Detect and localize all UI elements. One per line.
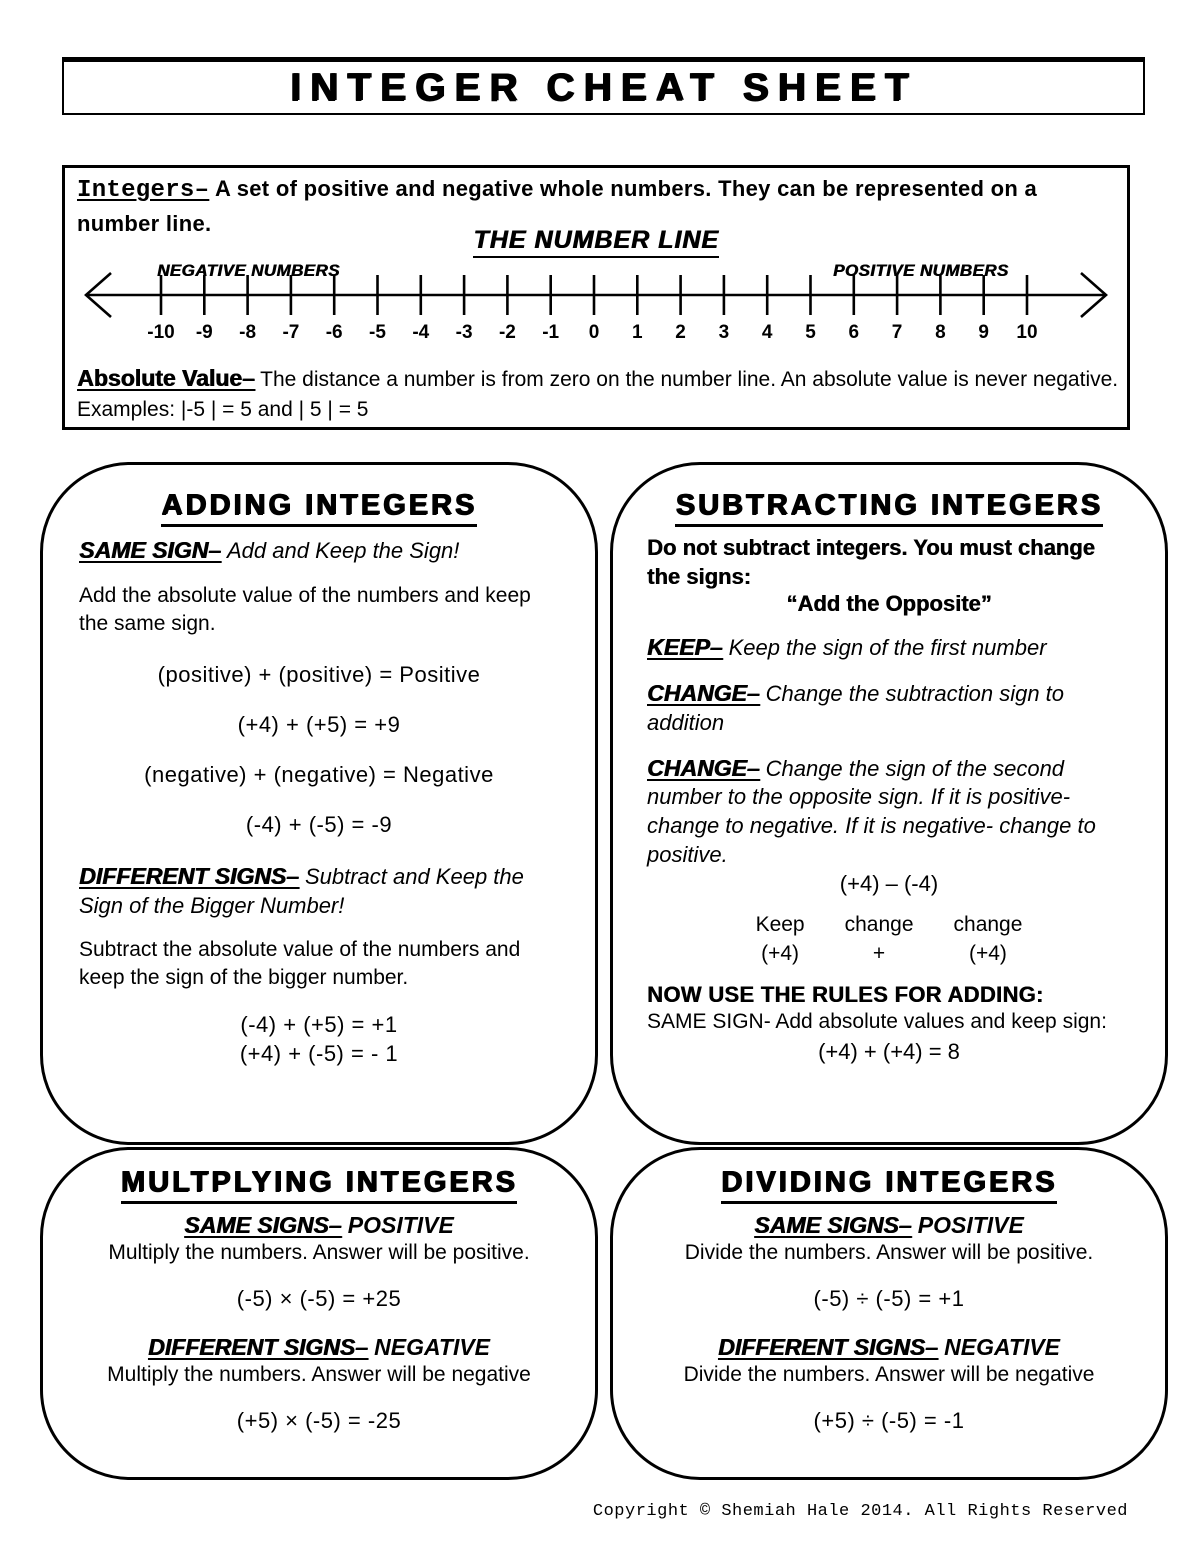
multiplying-card-title: MULTPLYING INTEGERS [121, 1166, 518, 1204]
number-line-tick-label: 6 [848, 322, 860, 343]
dividing-equation: (-5) ÷ (-5) = +1 [813, 1286, 965, 1311]
multiplying-equation: (-5) × (-5) = +25 [236, 1286, 402, 1311]
kcc-value: (+4) [761, 941, 800, 965]
rules-for-adding-body: SAME SIGN- Add absolute values and keep sign: [647, 1009, 1107, 1033]
same-sign-term: SAME SIGN– [79, 537, 221, 563]
title-box [62, 57, 1145, 115]
same-sign-body: Add the absolute value of the numbers and keep the same sign. [79, 583, 531, 635]
keep-column [756, 911, 805, 968]
adding-equation: (-4) + (+5) = +1 [240, 1012, 398, 1038]
number-line-tick-label: -3 [455, 322, 473, 343]
different-signs-result: NEGATIVE [944, 1334, 1061, 1360]
different-signs-term: DIFFERENT SIGNS– [79, 862, 299, 889]
subtracting-card-title: SUBTRACTING INTEGERS [675, 489, 1102, 527]
same-signs-heading [641, 1212, 1137, 1239]
number-line-tick-label: -5 [369, 322, 386, 343]
number-line-tick-label: 3 [718, 322, 730, 343]
number-line-tick-label: -4 [412, 322, 430, 343]
change-column [954, 911, 1023, 968]
integers-definition-text: A set of positive and negative whole numbers. They can be represented on a number line. [77, 176, 1038, 237]
same-sign-rule [79, 536, 559, 566]
subtracting-example: (+4) – (-4) [839, 871, 939, 897]
change-sign-rule [647, 679, 1131, 737]
kcc-label: Keep [755, 913, 805, 937]
add-the-opposite-quote: “Add the Opposite” [786, 591, 992, 617]
number-line-tick-label: 1 [632, 322, 643, 343]
different-signs-heading [71, 1334, 567, 1361]
number-line-tick-label: 10 [1016, 322, 1038, 343]
absolute-value-term: Absolute Value– [77, 365, 255, 391]
change-text: Change the sign of the second number to the opposite sign. If it is positive- change to negative. If it is negative- change to positive. [647, 755, 1096, 867]
number-line-tick-label: 7 [891, 322, 903, 343]
number-line-tick-label: -9 [195, 322, 213, 343]
number-line [75, 268, 1117, 344]
different-signs-rule [79, 862, 559, 920]
adding-equation: (-4) + (-5) = -9 [245, 811, 393, 837]
different-signs-body: Multiply the numbers. Answer will be negative [107, 1363, 531, 1386]
number-line-tick-label: -6 [325, 322, 343, 343]
dividing-integers-card [610, 1147, 1168, 1480]
definitions-box [62, 165, 1130, 430]
number-line-tick-label: -10 [147, 322, 175, 343]
different-signs-term: DIFFERENT SIGNS– [147, 1334, 368, 1360]
adding-card-title-row [79, 489, 559, 522]
adding-equation: (negative) + (negative) = Negative [144, 761, 494, 787]
change-term: CHANGE– [647, 680, 760, 707]
page-title: INTEGER CHEAT SHEET [289, 65, 918, 109]
different-signs-term: DIFFERENT SIGNS– [717, 1334, 938, 1360]
change-second-number-rule [647, 754, 1131, 870]
negative-numbers-label: NEGATIVE NUMBERS [157, 261, 340, 280]
kcc-value: + [872, 941, 886, 965]
integers-term: Integers– [77, 177, 210, 204]
number-line-tick-label: 2 [675, 322, 686, 343]
same-signs-term: SAME SIGNS– [754, 1212, 912, 1238]
keep-change-change-block [647, 911, 1131, 968]
dividing-card-title: DIVIDING INTEGERS [721, 1166, 1057, 1204]
number-line-tick-label: -2 [498, 322, 516, 343]
number-line-tick-label: 0 [588, 322, 600, 343]
different-signs-result: NEGATIVE [374, 1334, 491, 1360]
rules-for-adding-heading: NOW USE THE RULES FOR ADDING: [647, 981, 1044, 1007]
same-signs-term: SAME SIGNS– [184, 1212, 342, 1238]
number-line-heading-row [65, 226, 1127, 255]
same-signs-body: Multiply the numbers. Answer will be positive. [108, 1241, 530, 1264]
change-term: CHANGE– [647, 754, 760, 781]
same-signs-body: Divide the numbers. Answer will be positive. [684, 1241, 1094, 1264]
different-signs-heading [641, 1334, 1137, 1361]
same-signs-result: POSITIVE [347, 1212, 454, 1238]
dividing-card-title-row [641, 1166, 1137, 1199]
adding-equation: (+4) + (-5) = - 1 [239, 1041, 399, 1067]
number-line-heading: THE NUMBER LINE [473, 226, 719, 258]
absolute-value-text: The distance a number is from zero on the number line. An absolute value is never negative. Examples: |-5 | = 5 and | 5 | = 5 [77, 368, 1119, 422]
keep-term: KEEP– [647, 634, 723, 661]
kcc-label: change [953, 913, 1023, 937]
kcc-value: (+4) [969, 941, 1007, 965]
adding-integers-card [40, 462, 598, 1145]
different-signs-body: Subtract the absolute value of the numbers and keep the sign of the bigger number. [79, 938, 521, 990]
subtracting-card-title-row [647, 489, 1131, 522]
keep-rule [647, 633, 1131, 663]
different-signs-body: Divide the numbers. Answer will be negative [683, 1363, 1095, 1386]
subtracting-final-example: (+4) + (+4) = 8 [818, 1039, 960, 1065]
same-signs-result: POSITIVE [917, 1212, 1024, 1238]
same-signs-heading [71, 1212, 567, 1239]
dividing-equation: (+5) ÷ (-5) = -1 [813, 1408, 965, 1433]
number-line-tick-label: -1 [542, 322, 560, 343]
same-sign-text: Add and Keep the Sign! [227, 538, 460, 563]
kcc-label: change [844, 913, 914, 937]
subtracting-intro: Do not subtract integers. You must change the signs: [647, 535, 1095, 589]
multiplying-equation: (+5) × (-5) = -25 [236, 1408, 402, 1433]
multiplying-integers-card [40, 1147, 598, 1480]
adding-card-title: ADDING INTEGERS [161, 489, 477, 527]
number-line-tick-label: -8 [239, 322, 257, 343]
subtracting-integers-card [610, 462, 1168, 1145]
positive-numbers-label: POSITIVE NUMBERS [833, 261, 1009, 280]
number-line-tick-label: 8 [935, 322, 946, 343]
different-signs-text: Subtract and Keep the Sign of the Bigger Number! [79, 863, 524, 918]
change-text: Change the subtraction sign to addition [647, 681, 1065, 735]
copyright-notice: Copyright © Shemiah Hale 2014. All Rights Reserved [592, 1502, 1128, 1521]
adding-equation: (positive) + (positive) = Positive [157, 661, 481, 687]
number-line-tick-label: 9 [978, 322, 989, 343]
number-line-tick-label: -7 [282, 322, 300, 343]
number-line-tick-label: 5 [805, 322, 816, 343]
absolute-value-definition [77, 362, 1119, 426]
change-column [845, 911, 914, 968]
adding-equation: (+4) + (+5) = +9 [237, 711, 401, 737]
keep-text: Keep the sign of the first number [728, 635, 1047, 661]
multiplying-card-title-row [71, 1166, 567, 1199]
number-line-tick-label: 4 [761, 322, 773, 343]
